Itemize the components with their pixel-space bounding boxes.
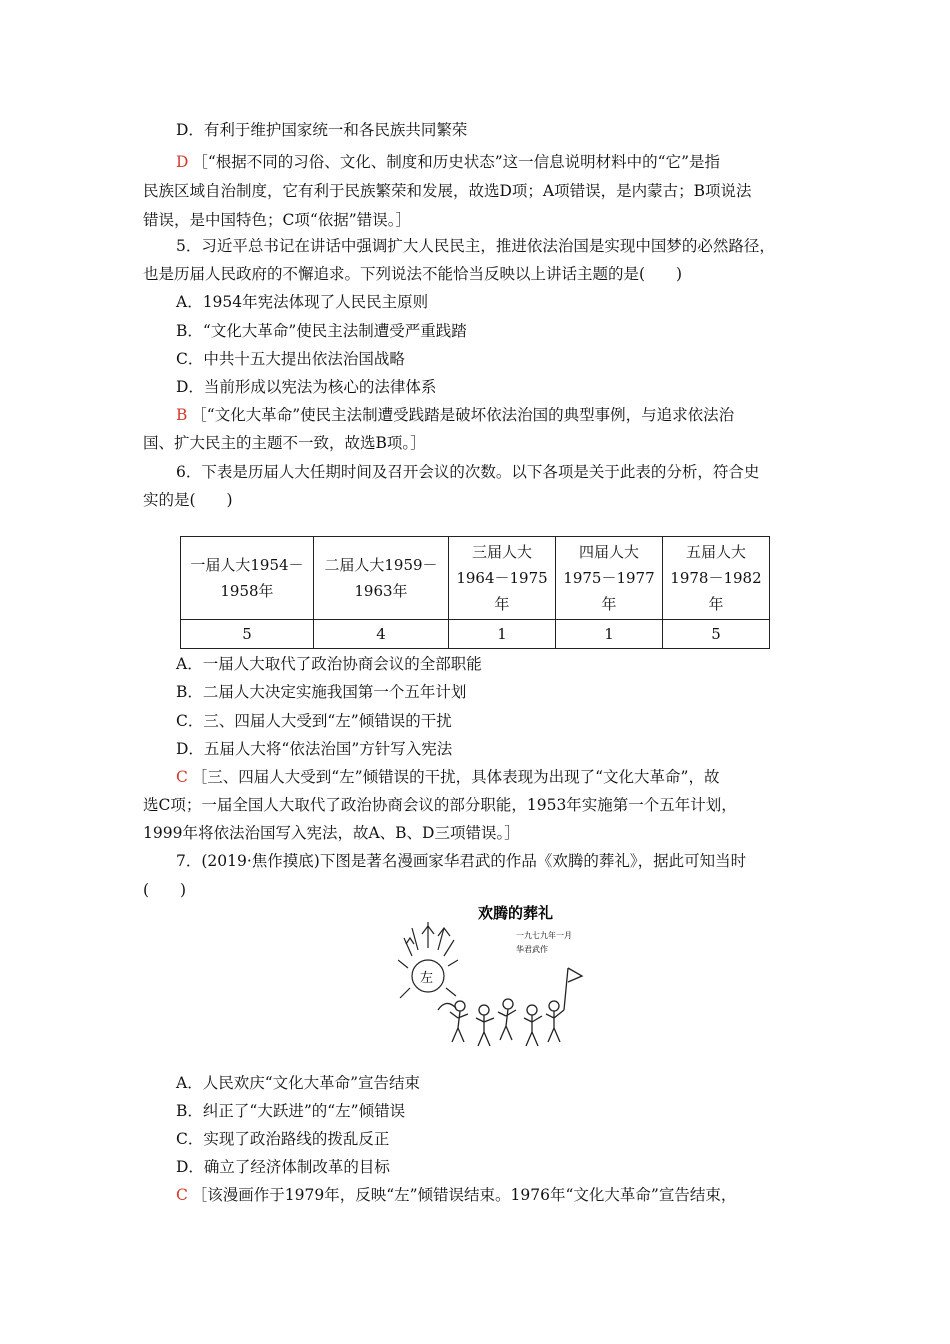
table-header-cell: 四届人大1975－1977年 [555, 537, 662, 620]
option-a: A．一届人大取代了政治协商会议的全部职能 [176, 655, 482, 673]
explanation-line: 国、扩大民主的主题不一致，故选B项。］ [143, 434, 426, 452]
npc-table [180, 536, 770, 649]
option-c: C．三、四届人大受到“左”倾错误的干扰 [176, 712, 452, 730]
answer-letter: D [176, 153, 189, 171]
question-7-stem: 7．(2019·焦作摸底)下图是著名漫画家华君武的作品《欢腾的葬礼》，据此可知当时 [176, 852, 747, 870]
question-5-stem-cont: 也是历届人民政府的不懈追求。下列说法不能恰当反映以上讲话主题的是( ) [143, 265, 683, 283]
question-5-stem: 5．习近平总书记在讲话中强调扩大人民民主，推进依法治国是实现中国梦的必然路径， [176, 237, 775, 255]
option-d: D．当前形成以宪法为核心的法律体系 [176, 378, 437, 396]
option-d: D．五届人大将“依法治国”方针写入宪法 [176, 740, 453, 758]
question-6-stem: 6．下表是历届人大任期时间及召开会议的次数。以下各项是关于此表的分析，符合史 [176, 463, 760, 481]
option-a: A．1954年宪法体现了人民民主原则 [176, 293, 429, 311]
dancing-crowd [438, 968, 582, 1046]
table-cell: 5 [181, 620, 314, 649]
table-cell: 1 [555, 620, 662, 649]
table-cell: 4 [313, 620, 448, 649]
explanation-text: ［该漫画作于1979年，反映“左”倾错误结束。1976年“文化大革命”宣告结束， [191, 1186, 737, 1204]
option-d-q4: D．有利于维护国家统一和各民族共同繁荣 [176, 121, 468, 139]
wreath-character: 左 [420, 970, 434, 985]
explanation-text: ［三、四届人大受到“左”倾错误的干扰，具体表现为出现了“文化大革命”，故 [191, 768, 720, 786]
answer-letter: C [176, 1186, 188, 1204]
answer-line-q7 [176, 1185, 736, 1205]
option-d: D．确立了经济体制改革的目标 [176, 1158, 390, 1176]
option-b: B．“文化大革命”使民主法制遭受严重践踏 [176, 322, 467, 340]
table-cell: 5 [662, 620, 769, 649]
option-c: C．实现了政治路线的拨乱反正 [176, 1130, 390, 1148]
table-header-cell: 三届人大1964－1975年 [449, 537, 556, 620]
table-header-cell: 二届人大1959－1963年 [313, 537, 448, 620]
cartoon-image [398, 898, 586, 1060]
table-row [181, 620, 770, 649]
wreath-figure [398, 922, 458, 998]
table-header-cell: 一届人大1954－1958年 [181, 537, 314, 620]
cartoon-title: 欢腾的葬礼 [478, 906, 554, 922]
option-c: C．中共十五大提出依法治国战略 [176, 350, 405, 368]
table-header-row [181, 537, 770, 620]
explanation-line: 选C项；一届全国人大取代了政治协商会议的部分职能，1953年实施第一个五年计划， [143, 796, 737, 814]
option-b: B．二届人大决定实施我国第一个五年计划 [176, 683, 467, 701]
explanation-text: ［“文化大革命”使民主法制遭受践踏是破坏依法治国的典型事例，与追求依法治 [191, 406, 735, 424]
cartoon-date: 一九七九年一月 [516, 931, 572, 940]
answer-line-q5 [176, 405, 734, 425]
explanation-line: 错误，是中国特色；C项“依据”错误。］ [143, 211, 411, 229]
option-a: A．人民欢庆“文化大革命”宣告结束 [176, 1074, 421, 1092]
answer-letter: B [176, 406, 188, 424]
explanation-text: ［“根据不同的习俗、文化、制度和历史状态”这一信息说明材料中的“它”是指 [192, 153, 721, 171]
explanation-line: 1999年将依法治国写入宪法，故A、B、D三项错误。］ [143, 824, 520, 842]
question-7-stem-cont: ( ) [143, 881, 187, 899]
question-6-stem-cont: 实的是( ) [143, 491, 233, 509]
answer-line-q6 [176, 767, 719, 787]
answer-letter: C [176, 768, 188, 786]
table-header-cell: 五届人大1978－1982年 [662, 537, 769, 620]
answer-line-q4 [176, 152, 720, 172]
cartoon-signature: 华君武作 [516, 945, 548, 954]
explanation-line: 民族区域自治制度，它有利于民族繁荣和发展，故选D项；A项错误，是内蒙古；B项说法 [143, 182, 752, 200]
table-cell: 1 [449, 620, 556, 649]
option-b: B．纠正了“大跃进”的“左”倾错误 [176, 1102, 406, 1120]
